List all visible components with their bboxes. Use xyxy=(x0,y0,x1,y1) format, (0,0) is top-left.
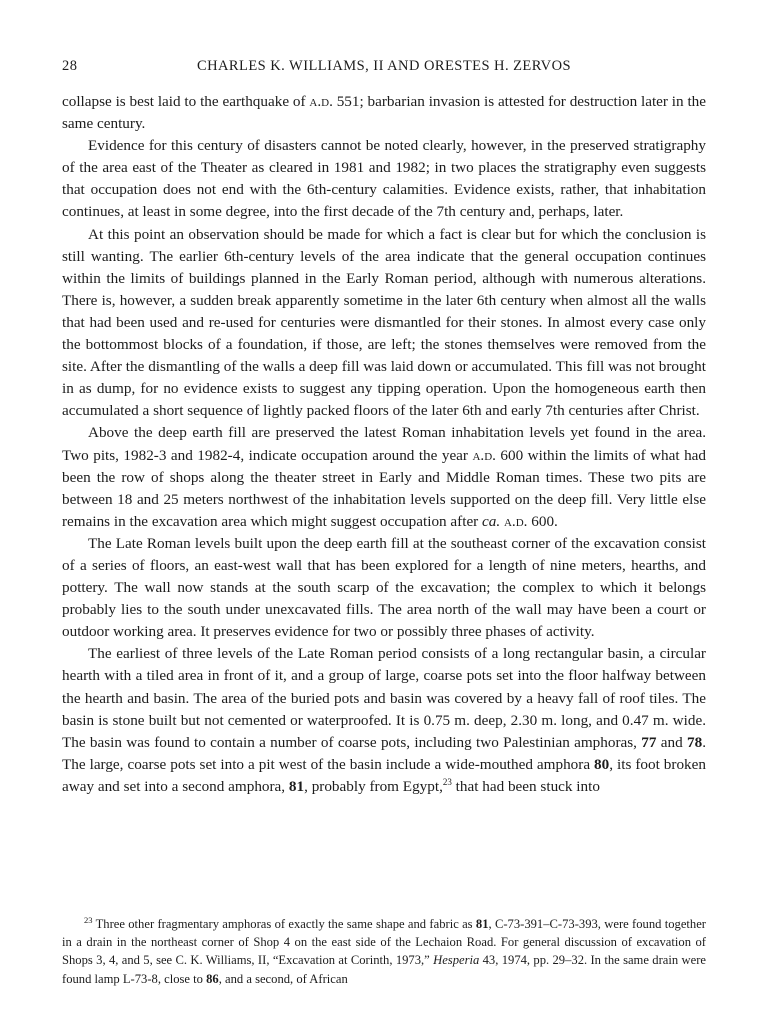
paragraph-1: collapse is best laid to the earthquake of a.d. 551; barbarian invasion is attested for destruction later in the same century. xyxy=(62,93,707,133)
page-number: 28 xyxy=(62,58,78,74)
paragraph-6: The earliest of three levels of the Late Roman period consists of a long rectangular basin, a circular hearth with a tiled area in front of it, and a group of large, coarse pots set into the floor halfway between the hearth and basin. The area of the buried pots and basin was covered by a heavy fall of roof tiles. The basin is stone built but not cemented or waterproofed. It is 0.75 m. deep, 2.30 m. long, and 0.47 m. wide. The basin was found to contain a number of coarse pots, including two Palestinian amphoras, 77 and 78. The large, coarse pots set into a pit west of the basin include a wide-mouthed amphora 80, its foot broken away and set into a second amphora, 81, probably from Egypt,$^{23}$ that had been stuck into xyxy=(62,645,706,795)
footnote-reference[interactable]: 23 xyxy=(442,776,452,787)
catalogue-number: 78 xyxy=(687,733,703,751)
catalogue-number: 81 xyxy=(288,777,305,795)
body-text xyxy=(62,91,706,798)
catalogue-number: 80 xyxy=(594,755,610,773)
running-title: CHARLES K. WILLIAMS, II AND ORESTES H. ZERVOS xyxy=(196,58,572,74)
journal-title: Hesperia xyxy=(433,953,480,968)
catalogue-number: 86 xyxy=(206,971,219,986)
paragraph-5: The Late Roman levels built upon the deep earth fill at the southeast corner of the excavation consist of a series of floors, an east-west wall that has been explored for a length of nine meters, hearths, and pottery. The wall now stands at the south scarp of the excavation; the complex to which it belongs probably lies to the south under unexcavated fills. The area north of the wall may have been a court or outdoor working area. It preserves evidence for two or possibly three phases of activity. xyxy=(62,534,706,641)
circa-abbrev: ca. xyxy=(482,512,501,530)
era-abbrev: a.d. xyxy=(472,446,496,464)
paragraph-3: At this point an observation should be made for which a fact is clear but for which the conclusion is still wanting. The earlier 6th-century levels of the area indicate that the general occupation continues within the limits of buildings planned in the Early Roman period, although with numerous alterations. There is, however, a sudden break apparently sometime in the later 6th century when almost all the walls that had been used and re-used for centuries were dismantled for their stones. In almost every case only the bottommost blocks of a foundation, if those, are left; the stones themselves were removed from the site. After the dismantling of the walls a deep fill was laid down or accumulated. This fill was not brought in as dump, for no evidence exists to suggest any tipping operation. Upon the homogeneous earth then accumulated a short sequence of lightly packed floors of the later 6th and early 7th centuries after Christ. xyxy=(62,225,706,420)
era-abbrev: a.d. xyxy=(309,93,333,110)
paragraph-4: Above the deep earth fill are preserved the latest Roman inhabitation levels yet found in the area. Two pits, 1982-3 and 1982-4, indicate occupation around the year a.d. 600 within the limits of what had been the row of shops along the theater street in Early and Middle Roman times. These two pits are between 18 and 25 meters northwest of the inhabitation levels supported on the deep fill. Very little else remains in the excavation area which might suggest occupation after ca. a.d. 600. xyxy=(62,424,707,530)
catalogue-number: 81 xyxy=(475,917,489,931)
catalogue-number: 77 xyxy=(641,733,657,751)
paragraph-2: Evidence for this century of disasters cannot be noted clearly, however, in the preserved stratigraphy of the area east of the Theater as cleared in 1981 and 1982; in two places the stratigraphy even suggests that occupation does not end with the 6th-century calamities. Evidence exists, rather, that inhabitation continues, at least in some degree, into the first decade of the 7th century and, perhaps, later. xyxy=(62,137,706,221)
footnote-23: $^{23}$ Three other fragmentary amphoras of exactly the same shape and fabric as 81, C-73-391–C-73-393, were found together in a drain in the northeast corner of Shop 4 on the east side of the Lechaion Road. For general discussion of excavation of Shops 3, 4, and 5, see C. K. Williams, II, “Excavation at Corinth, 1973,” Hesperia 43, 1974, pp. 29–32. In the same drain were found lamp L-73-8, close to 86, and a second, of African xyxy=(62,914,707,986)
page-header xyxy=(62,58,706,80)
footnotes xyxy=(62,915,706,988)
era-abbrev: a.d. xyxy=(503,512,528,530)
footnote-marker: 23 xyxy=(84,914,93,925)
